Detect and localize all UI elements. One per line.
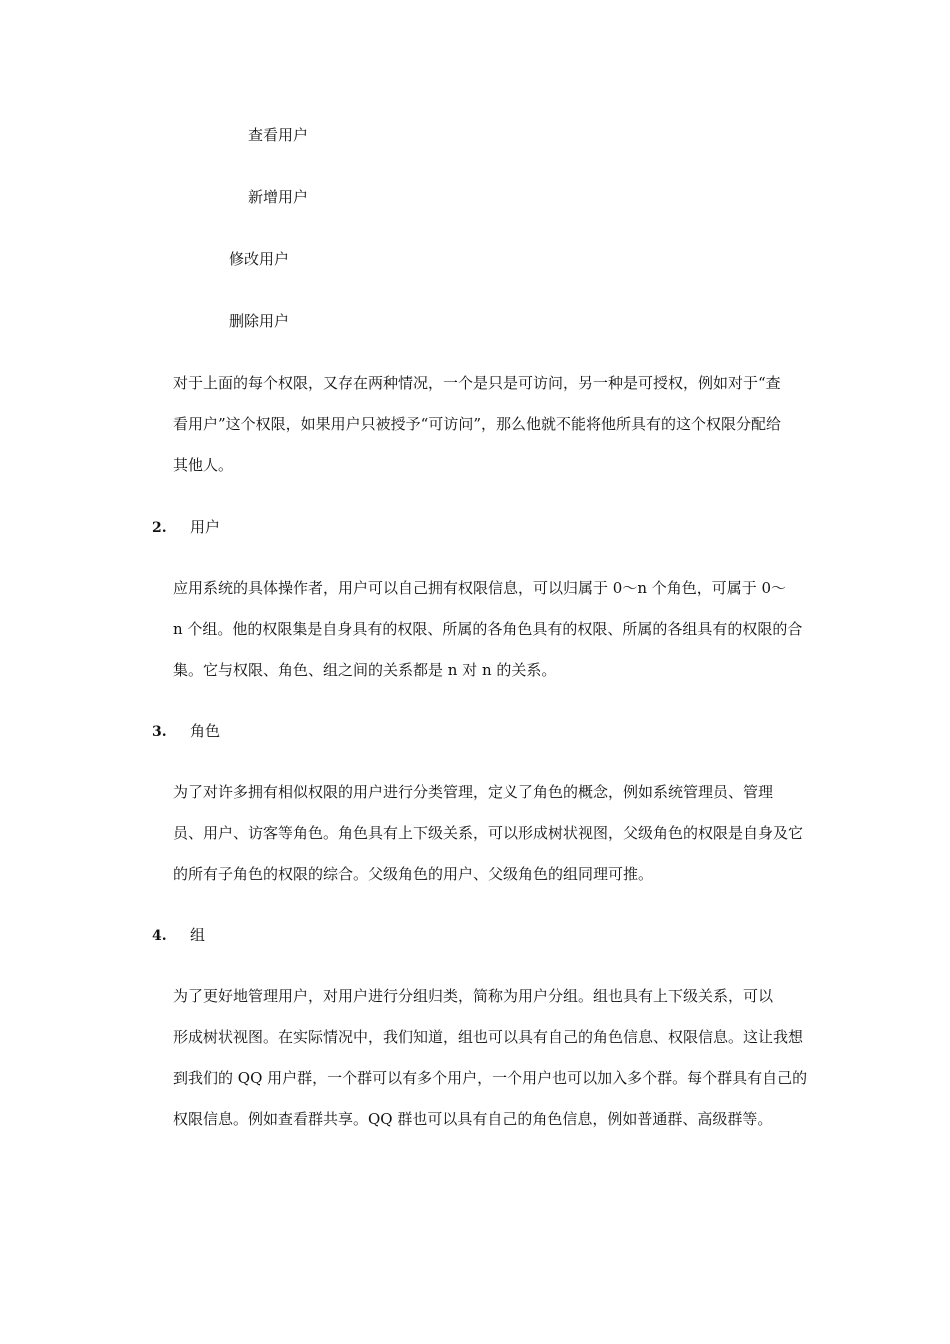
paragraph-user bbox=[143, 568, 809, 691]
section-number: 3. bbox=[152, 724, 167, 740]
section-title: 组 bbox=[190, 926, 206, 944]
paragraph-line: 应用系统的具体操作者，用户可以自己拥有权限信息，可以归属于 0～n 个角色，可属于 0～ bbox=[173, 579, 787, 597]
paragraph-line: 为了更好地管理用户，对用户进行分组归类，简称为用户分组。组也具有上下级关系，可以 bbox=[173, 987, 774, 1005]
section-heading-user bbox=[152, 517, 220, 538]
paragraph-permission-access bbox=[143, 363, 809, 486]
paragraph-role bbox=[143, 772, 809, 895]
paragraph-line: 对于上面的每个权限，又存在两种情况，一个是只是可访问，另一种是可授权，例如对于“查 bbox=[173, 374, 781, 392]
paragraph-line: 权限信息。例如查看群共享。QQ 群也可以具有自己的角色信息，例如普通群、高级群等。 bbox=[173, 1110, 773, 1128]
permission-item-view-user: 查看用户 bbox=[248, 126, 309, 144]
permission-item-delete-user: 删除用户 bbox=[229, 312, 290, 330]
section-title: 用户 bbox=[190, 518, 221, 536]
section-number: 2. bbox=[152, 520, 167, 536]
section-number: 4. bbox=[152, 928, 167, 944]
paragraph-line: 集。它与权限、角色、组之间的关系都是 n 对 n 的关系。 bbox=[173, 661, 557, 679]
paragraph-line: 员、用户、访客等角色。角色具有上下级关系，可以形成树状视图，父级角色的权限是自身及它 bbox=[173, 824, 804, 842]
paragraph-line: 看用户”这个权限，如果用户只被授予“可访问”，那么他就不能将他所具有的这个权限分配给 bbox=[173, 415, 782, 433]
paragraph-line: 形成树状视图。在实际情况中，我们知道，组也可以具有自己的角色信息、权限信息。这让我想 bbox=[173, 1028, 804, 1046]
paragraph-line: 为了对许多拥有相似权限的用户进行分类管理，定义了角色的概念，例如系统管理员、管理 bbox=[173, 783, 774, 801]
permission-item-edit-user: 修改用户 bbox=[229, 250, 290, 268]
paragraph-line: n 个组。他的权限集是自身具有的权限、所属的各角色具有的权限、所属的各组具有的权限的合 bbox=[173, 620, 803, 638]
paragraph-group bbox=[143, 976, 809, 1140]
section-heading-group bbox=[152, 925, 205, 946]
paragraph-line: 到我们的 QQ 用户群，一个群可以有多个用户，一个用户也可以加入多个群。每个群具有自己的 bbox=[173, 1069, 808, 1087]
section-heading-role bbox=[152, 721, 220, 742]
paragraph-line: 其他人。 bbox=[173, 456, 234, 474]
permission-item-add-user: 新增用户 bbox=[248, 188, 309, 206]
section-title: 角色 bbox=[190, 722, 221, 740]
paragraph-line: 的所有子角色的权限的综合。父级角色的用户、父级角色的组同理可推。 bbox=[173, 865, 654, 883]
